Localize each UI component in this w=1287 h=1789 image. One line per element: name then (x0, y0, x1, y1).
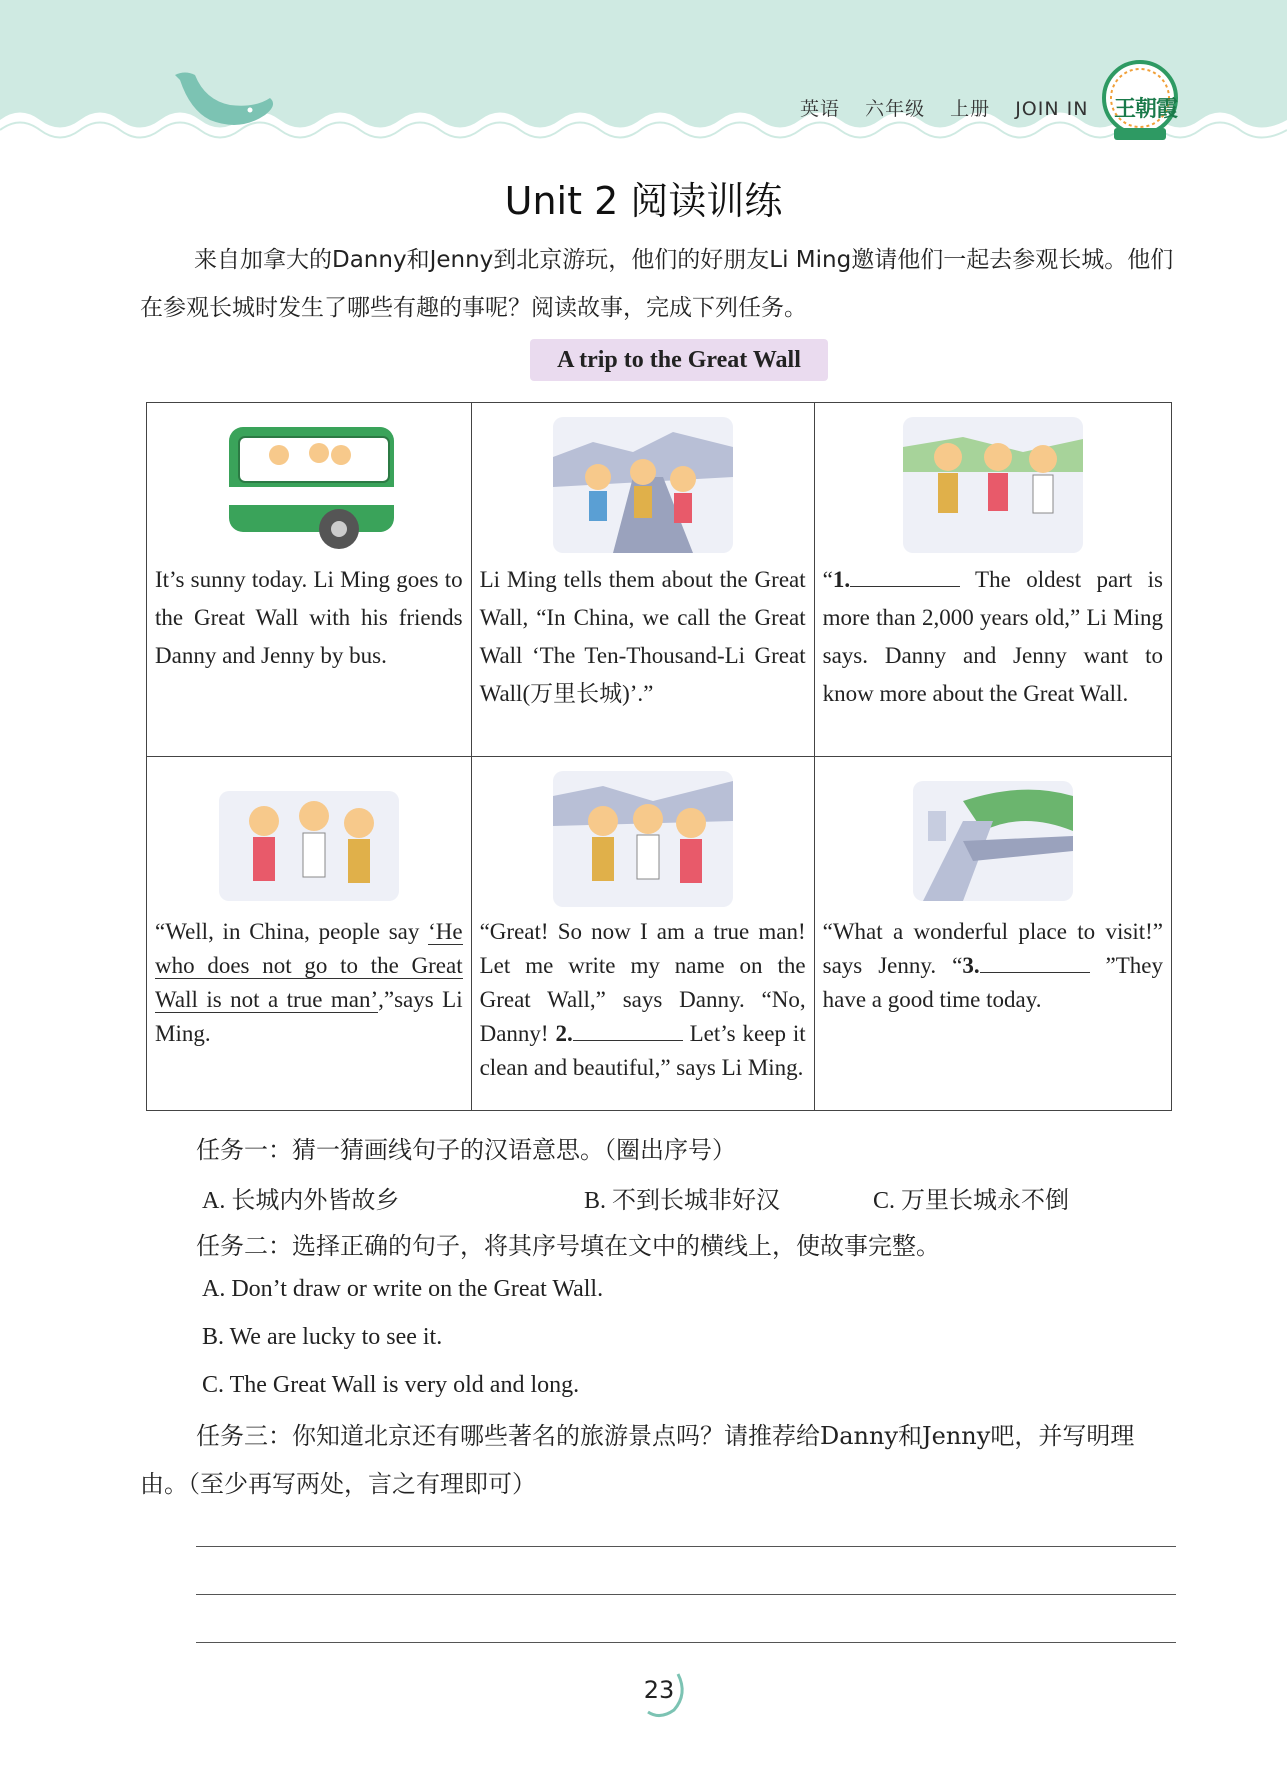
blank-3-number: 3. (962, 953, 980, 978)
panel-6 (814, 757, 1171, 1111)
brand-logo-text: 王朝霞 (1114, 96, 1178, 122)
panel-3 (814, 403, 1171, 757)
panel-5-text-a: “Great! So now I am a true man! Let me write my name on the Great Wall,” says Danny. “No, Danny! (479, 919, 806, 1046)
panel-3-caption (823, 561, 1163, 713)
story-title: A trip to the Great Wall (530, 339, 828, 381)
whale-icon (170, 70, 280, 140)
task-1-option-c[interactable]: C. 万里长城永不倒 (873, 1188, 1070, 1214)
panel-6-text-a: “What a wonderful place to visit!” says Jenny. “ (822, 919, 1163, 978)
breadcrumb-grade: 六年级 (865, 98, 926, 120)
panel-1 (147, 403, 472, 757)
blank-2-number: 2. (555, 1021, 573, 1046)
blank-3[interactable] (980, 952, 1090, 973)
panel-6-caption (823, 915, 1163, 1017)
panel-2 (471, 403, 814, 757)
breadcrumb-series: JOIN IN (1015, 98, 1089, 120)
bus-illustration (219, 417, 399, 553)
kids-on-wall-illustration (553, 771, 733, 907)
blank-2[interactable] (573, 1020, 683, 1041)
page-title: Unit 2 阅读训练 (504, 179, 783, 223)
blank-1[interactable] (850, 566, 960, 587)
panel-5-caption (480, 915, 806, 1085)
task-1-option-b[interactable]: B. 不到长城非好汉 (584, 1188, 781, 1214)
panel-2-caption: Li Ming tells them about the Great Wall, “In China, we call the Great Wall ‘The Ten-Thousand-Li Great Wall(万里长城)’.” (479, 567, 806, 706)
task-2-option-c: C. The Great Wall is very old and long. (202, 1372, 580, 1398)
great-wall-scenery-illustration (903, 771, 1083, 907)
panel-4-caption (155, 915, 463, 1051)
panel-5-text-b: Let’s keep it clean and beautiful,” says Li Ming. (479, 1021, 806, 1080)
panel-4-text-b: ,”says Li Ming. (155, 987, 463, 1046)
answer-line-1[interactable] (196, 1546, 1176, 1547)
kids-talking-illustration (219, 771, 399, 907)
great-wall-kids-illustration (553, 417, 733, 553)
task-1-prompt: 任务一：猜一猜画线句子的汉语意思。（圈出序号） (196, 1136, 736, 1164)
panel-5 (471, 757, 814, 1111)
task-3-prompt: 任务三：你知道北京还有哪些著名的旅游景点吗？请推荐给Danny和Jenny吧，并写明理由。（至少再写两处，言之有理即可） (140, 1422, 1135, 1498)
panel-4-text-a: “Well, in China, people say (155, 919, 429, 944)
task-1-option-a[interactable]: A. 长城内外皆故乡 (202, 1188, 400, 1214)
breadcrumb-volume: 上册 (950, 98, 991, 120)
three-kids-illustration (903, 417, 1083, 553)
underlined-sentence: ‘He who does not go to the Great Wall is not a true man’ (155, 919, 463, 1012)
page-number: 23 (643, 1676, 675, 1704)
panel-1-caption: It’s sunny today. Li Ming goes to the Great Wall with his friends Danny and Jenny by bus. (155, 567, 463, 668)
task-2-prompt: 任务二：选择正确的句子，将其序号填在文中的横线上，使故事完整。 (196, 1232, 940, 1260)
answer-line-2[interactable] (196, 1594, 1176, 1595)
intro-paragraph: 来自加拿大的Danny和Jenny到北京游玩，他们的好朋友Li Ming邀请他们一起去参观长城。他们在参观长城时发生了哪些有趣的事呢？阅读故事，完成下列任务。 (140, 247, 1174, 321)
page-header (0, 0, 1287, 160)
blank-1-number: 1. (832, 567, 851, 592)
breadcrumb-subject: 英语 (800, 98, 841, 120)
panel-6-text-b: ”They have a good time today. (822, 953, 1164, 1012)
breadcrumb (800, 94, 1106, 121)
panel-4 (147, 757, 472, 1111)
panel-3-quote: “ (822, 567, 833, 592)
story-panels (146, 402, 1172, 1111)
task-2-option-b: B. We are lucky to see it. (202, 1324, 443, 1350)
panel-3-text: The oldest part is more than 2,000 years old,” Li Ming says. Danny and Jenny want to know more about the Great Wall. (822, 567, 1163, 706)
task-2-option-a: A. Don’t draw or write on the Great Wall. (202, 1276, 604, 1302)
answer-line-3[interactable] (196, 1642, 1176, 1643)
